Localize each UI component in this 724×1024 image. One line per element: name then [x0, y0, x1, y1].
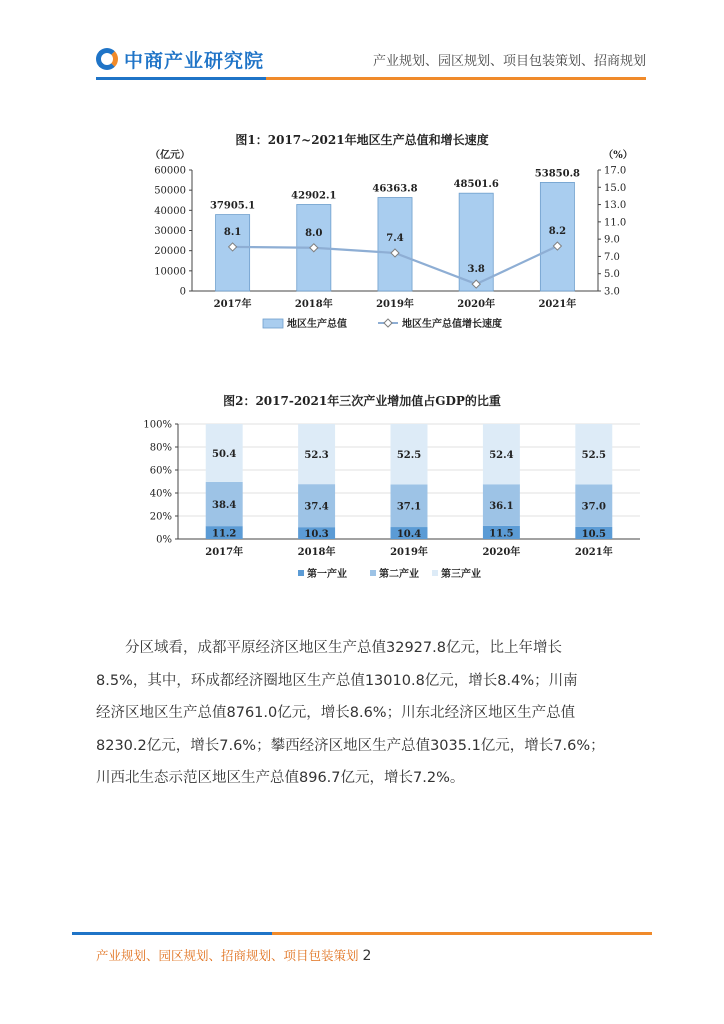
gdp-bar-label: 48501.6 [453, 179, 499, 191]
y-tick-label: 0% [156, 534, 172, 546]
header-tagline: 产业规划、园区规划、项目包装策划、招商规划 [372, 54, 646, 69]
left-tick-label: 50000 [154, 185, 186, 197]
left-axis-unit: （亿元） [150, 150, 190, 161]
right-tick-label: 5.0 [604, 269, 620, 281]
gdp-bar [378, 197, 412, 291]
legend-label: 第三产业 [441, 569, 481, 580]
stack-label-1: 11.2 [212, 528, 237, 540]
legend-label: 第二产业 [379, 569, 419, 580]
x-tick-label: 2020年 [482, 547, 521, 558]
legend-line-marker [384, 319, 392, 327]
stack-label-2: 37.0 [581, 501, 606, 513]
x-tick-label: 2019年 [390, 547, 428, 558]
legend-label: 第一产业 [307, 569, 347, 580]
stack-label-3: 52.3 [304, 450, 329, 462]
y-tick-label: 100% [143, 419, 172, 431]
legend-line-label: 地区生产总值增长速度 [402, 319, 502, 330]
growth-label: 3.8 [467, 264, 485, 276]
right-tick-label: 15.0 [604, 182, 627, 194]
growth-label: 7.4 [386, 232, 404, 244]
stack-label-2: 37.4 [304, 501, 329, 513]
left-tick-label: 20000 [154, 246, 186, 258]
figure2-chart [0, 410, 724, 590]
growth-label: 8.1 [223, 226, 242, 238]
x-tick-label: 2018年 [297, 547, 336, 558]
stack-label-3: 50.4 [212, 448, 237, 460]
stack-label-1: 11.5 [489, 528, 514, 540]
left-tick-label: 10000 [154, 266, 186, 278]
footer-tagline [96, 946, 371, 964]
figure1-title: 图1：2017~2021年地区生产总值和增长速度 [235, 133, 489, 147]
y-tick-label: 20% [149, 511, 172, 523]
paragraph-line: 经济区地区生产总值8761.0亿元，增长8.6%；川东北经济区地区生产总值 [96, 705, 576, 721]
x-tick-label: 2017年 [213, 299, 252, 310]
right-tick-label: 11.0 [604, 217, 627, 229]
footer-divider-blue [72, 932, 272, 935]
x-tick-label: 2021年 [574, 547, 613, 558]
y-tick-label: 60% [149, 465, 172, 477]
stack-label-2: 37.1 [396, 501, 422, 513]
logo-text: 中商产业研究院 [124, 49, 265, 72]
growth-label: 8.2 [548, 226, 567, 238]
gdp-bar-label: 46363.8 [372, 183, 418, 195]
right-tick-label: 9.0 [604, 234, 620, 246]
legend-swatch [370, 570, 376, 576]
legend-bar-label: 地区生产总值 [287, 319, 347, 330]
legend-swatch [432, 570, 438, 576]
figure1-chart [0, 145, 724, 345]
legend-swatch [298, 570, 304, 576]
header-divider-orange [266, 77, 646, 80]
gdp-bar-label: 37905.1 [209, 200, 256, 212]
legend-bar-swatch [263, 319, 283, 328]
page-number: 2 [362, 948, 372, 964]
right-tick-label: 3.0 [604, 286, 620, 298]
x-tick-label: 2019年 [376, 299, 414, 310]
gdp-bar-label: 53850.8 [534, 168, 581, 180]
paragraph-line: 8.5%，其中，环成都经济圈地区生产总值13010.8亿元，增长8.4%；川南 [96, 672, 578, 689]
body-paragraph [96, 632, 648, 795]
x-tick-label: 2020年 [457, 299, 496, 310]
stack-label-3: 52.5 [581, 450, 606, 462]
stack-label-3: 52.4 [489, 450, 514, 462]
left-tick-label: 60000 [154, 165, 186, 177]
stack-label-1: 10.4 [396, 529, 422, 541]
left-tick-label: 40000 [154, 205, 186, 217]
gdp-bar-label: 42902.1 [291, 190, 337, 202]
stack-label-1: 10.5 [581, 528, 606, 540]
right-axis-unit: （%） [603, 150, 633, 161]
paragraph-line: 8230.2亿元，增长7.6%；攀西经济区地区生产总值3035.1亿元，增长7.6%； [96, 737, 605, 754]
paragraph-line: 分区域看，成都平原经济区地区生产总值32927.8亿元，比上年增长 [96, 640, 562, 656]
y-tick-label: 80% [149, 442, 172, 454]
left-tick-label: 0 [179, 286, 186, 298]
stack-label-1: 10.3 [304, 529, 329, 541]
footer-divider-orange [272, 932, 652, 935]
x-tick-label: 2021年 [538, 299, 577, 310]
growth-label: 8.0 [305, 227, 323, 239]
company-logo [96, 44, 264, 74]
logo-icon [96, 48, 118, 70]
left-tick-label: 30000 [154, 226, 186, 237]
stack-label-3: 52.5 [396, 450, 422, 462]
footer-tagline-text: 产业规划、园区规划、招商规划、项目包装策划 [96, 948, 359, 963]
right-tick-label: 17.0 [604, 165, 627, 177]
gdp-bar [459, 193, 493, 291]
figure2-title: 图2：2017-2021年三次产业增加值占GDP的比重 [223, 394, 501, 408]
y-tick-label: 40% [149, 488, 172, 500]
right-tick-label: 7.0 [604, 251, 620, 263]
stack-label-2: 38.4 [212, 500, 237, 512]
paragraph-line: 川西北生态示范区地区生产总值896.7亿元，增长7.2%。 [96, 770, 465, 786]
stack-label-2: 36.1 [489, 501, 514, 513]
x-tick-label: 2018年 [294, 299, 333, 310]
header-divider-blue [96, 77, 266, 80]
right-tick-label: 13.0 [604, 200, 627, 212]
x-tick-label: 2017年 [205, 547, 244, 558]
